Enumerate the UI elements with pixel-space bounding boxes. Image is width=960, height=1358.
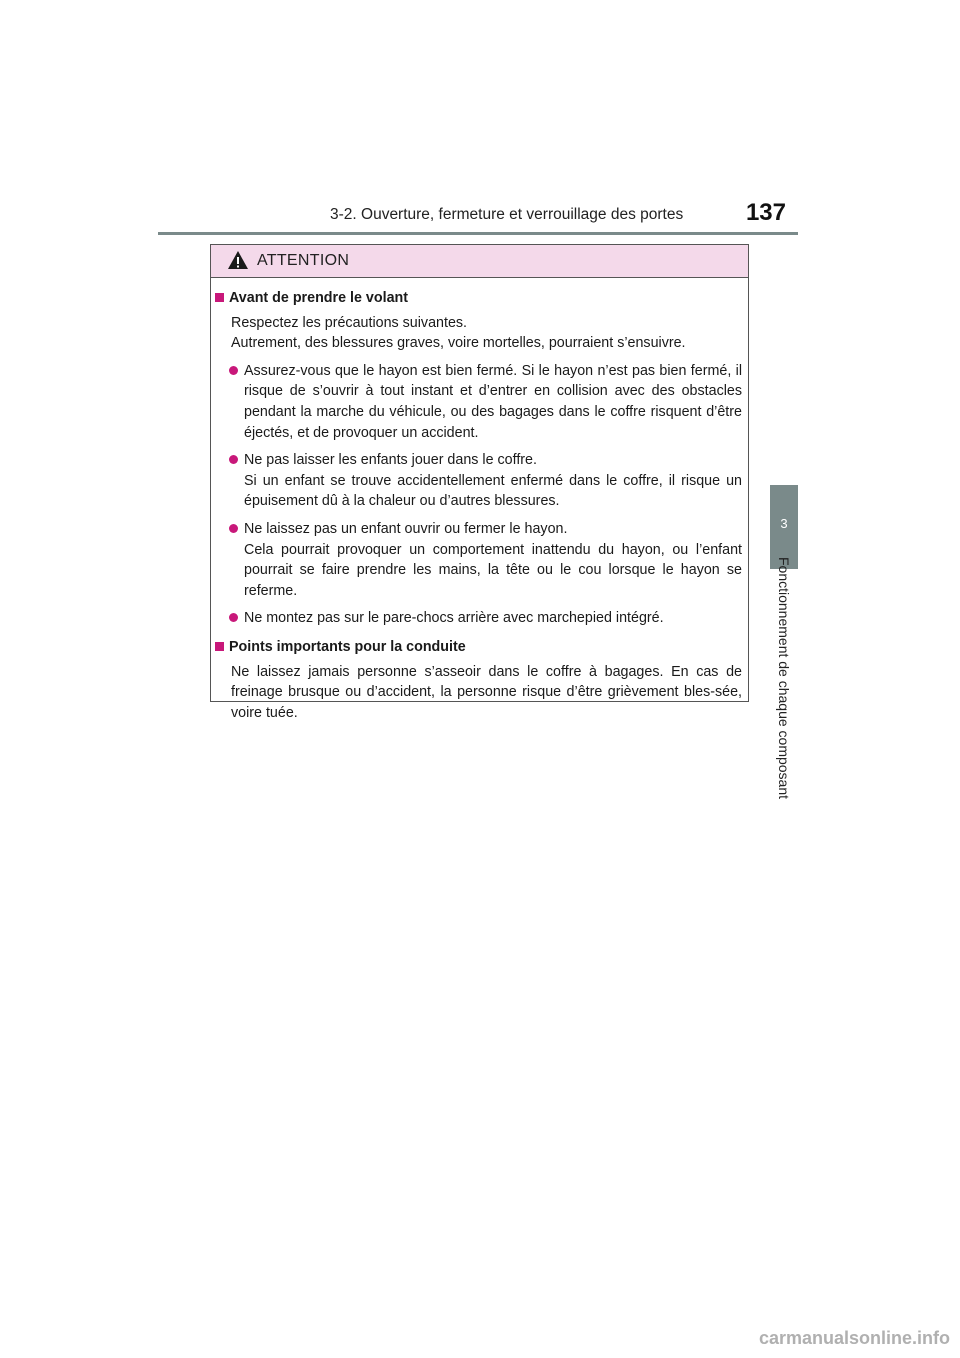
list-item-text: Si un enfant se trouve accidentellement enfermé dans le coffre, il risque un épuisement dû à la chaleur ou d’autres blessures. [244,472,742,510]
caution-title: ATTENTION [257,252,350,269]
round-bullet-icon [229,613,238,622]
section-heading-text: Avant de prendre le volant [229,290,409,306]
section-intro-line: Autrement, des blessures graves, voire mortelles, pourraient s’ensuivre. [231,335,686,352]
section-intro-line: Respectez les précautions suivantes. [231,314,468,331]
caution-body [211,278,748,723]
round-bullet-icon [229,366,238,375]
round-bullet-icon [229,524,238,533]
warning-triangle-icon [227,250,249,270]
list-item [229,608,742,629]
section-heading [215,637,742,658]
chapter-number: 3 [780,516,788,531]
section-heading [215,288,742,309]
list-item-text: Ne montez pas sur le pare-chocs arrière avec marchepied intégré. [244,610,664,627]
list-item [229,450,742,512]
list-item-text: Ne pas laisser les enfants jouer dans le coffre. [244,452,537,469]
watermark: carmanualsonline.info [758,1328,950,1348]
list-item [229,519,742,601]
caution-header [211,245,748,278]
page-number: 137 [745,199,786,226]
list-item-text: Cela pourrait provoquer un comportement inattendu du hayon, ou l’enfant pourrait se faire prendre les mains, la tête ou le cou lorsque le hayon se referme. [244,541,742,599]
section-heading-text: Points importants pour la conduite [229,638,466,655]
header-rule [158,232,798,235]
list-item [229,361,742,443]
section-intro-line: Ne laissez jamais personne s’asseoir dans le coffre à bagages. En cas de freinage brusque ou d’accident, la personne risque d’être grièvement bles-sée, voire tuée. [231,663,742,721]
list-item-text: Ne laissez pas un enfant ouvrir ou fermer le hayon. [244,520,568,537]
chapter-side-label [771,548,797,808]
section-title: 3-2. Ouverture, fermeture et verrouillage des portes [330,206,684,223]
square-bullet-icon [215,293,224,302]
caution-box [210,244,749,721]
list-item-text: Assurez-vous que le hayon est bien fermé. Si le hayon n’est pas bien fermé, il risque de s’ouvrir à tout instant et d’entrer en collision avec des obstacles pendant la marche du véhicule, ou des bagages dans le coffre risquent d’être éjectés, et de provoquer un accident. [244,362,742,441]
square-bullet-icon [215,642,224,651]
chapter-label: Fonctionnement de chaque composant [776,556,792,800]
round-bullet-icon [229,455,238,464]
